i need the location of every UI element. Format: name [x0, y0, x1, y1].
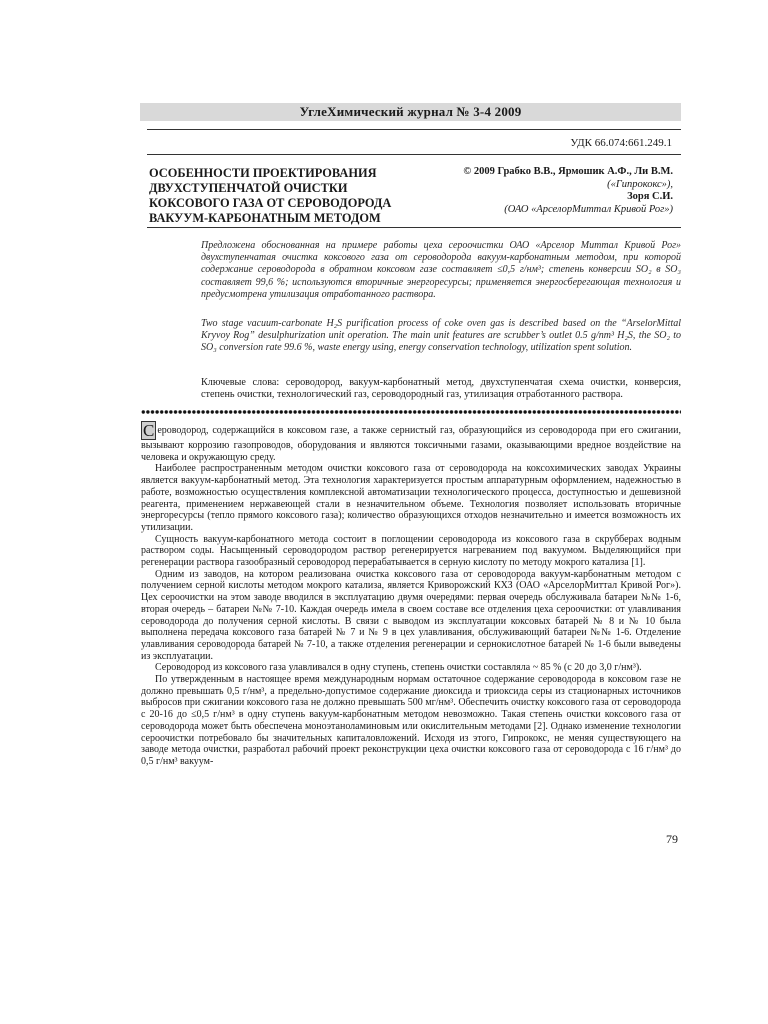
body-paragraph: Сущность вакуум-карбонатного метода состоит в поглощении сероводорода из коксового газа в скрубберах водным раствором соды. Насыщенный сероводородом раствор регенерируется нагреванием под вакуумом. Выделяющийся при регенерации раствора газообразный сероводород перерабатывается в серную кислоту по методу мокрого катализа [1]. — [141, 533, 681, 569]
title-line: ВАКУУМ-КАРБОНАТНЫМ МЕТОДОМ — [149, 211, 381, 225]
title-line: ДВУХСТУПЕНЧАТОЙ ОЧИСТКИ — [149, 181, 348, 195]
authors-line: Зоря С.И. — [627, 191, 673, 202]
title-bottom-rule — [147, 227, 681, 228]
dotted-separator — [141, 409, 681, 415]
abstract-english: Two stage vacuum-carbonate H₂S purification process of coke oven gas is described based on the “ArselorMittal Kryvoy Rog” desulphurization unit operation. The main unit features are scrubber’s outlet 0.5 g/nm³ H₂S, the SO₂ to SO₃ conversion rate 99.6 %, waste energy using, energy conservation technology, utilization spent solution. — [201, 318, 681, 354]
journal-header: УглеХимический журнал № 3-4 2009 — [140, 103, 681, 121]
body-paragraph: Одним из заводов, на котором реализована очистка коксового газа от сероводорода вакуум-карбонатным методом с получением серной кислоты методом мокрого катализа, является Криворожский КХЗ (ОАО «АрселорМиттал Кривой Рог»). Цех сероочистки на этом заводе вводился в эксплуатацию двумя очередями: первая очередь обслуживала батареи №№ 1-6, вторая очередь – батареи №№ 7-10. Каждая очередь имела в своем составе все отделения цеха сероочистки: от улавливания сероводорода до получения серной кислоты. В связи с выводом из эксплуатации коксовых батарей № 8 и № 10 была выполнена передача коксового газа батарей № 7 и № 9 в цех улавливания, обслуживающий батареи №№ 1-6. Отделение улавливания сероводорода батарей № 7-10, а также отделения регенерации и сернокислотное батарей № 1-6 были выведены из эксплуатации. — [141, 568, 681, 662]
header-rule — [147, 129, 681, 130]
article-title — [149, 166, 419, 226]
authors-block — [423, 166, 673, 216]
title-line: КОКСОВОГО ГАЗА ОТ СЕРОВОДОРОДА — [149, 196, 392, 210]
keywords: Ключевые слова: сероводород, вакуум-карбонатный метод, двухступенчатая схема очистки, конверсия, степень очистки, технологический газ, сероводородный газ, утилизация отработанного раствора. — [201, 377, 681, 401]
authors-line: © 2009 Грабко В.В., Ярмошик А.Ф., Ли В.М. — [463, 166, 673, 177]
abstract-russian: Предложена обоснованная на примере работы цеха сероочистки ОАО «Арселор Миттал Кривой Рог» двухступенчатая очистка коксового газа от сероводорода вакуум-карбонатным методом, при которой содержание сероводорода в обратном коксовом газе составляет ≤0,5 г/нм³; степень конверсии SO₂ в SO₃ составляет 99,6 %; используются вторичные энергоресурсы; применяется энергосберегающая технология и предусмотрена утилизация отработанного раствора. — [201, 240, 681, 300]
body-paragraph — [141, 421, 681, 463]
page-number: 79 — [666, 832, 678, 846]
article-body — [141, 421, 681, 768]
body-paragraph: Наиболее распространенным методом очистки коксового газа от сероводорода на коксохимических заводах Украины является вакуум-карбонатный метод. Эта технология характеризуется простым аппаратурным оформлением, надежностью в работе, возможностью осуществления комплексной автоматизации технологического процесса, доступностью и дешевизной реагента, применением нержавеющей стали в незначительном объеме. Технология позволяет использовать вторичные энергоресурсы (тепло прямого коксового газа); количество образующихся отходов незначительно и имеется возможность их утилизации. — [141, 463, 681, 533]
title-line: ОСОБЕННОСТИ ПРОЕКТИРОВАНИЯ — [149, 166, 377, 180]
body-paragraph: Сероводород из коксового газа улавливался в одну ступень, степень очистки составляла ~ 85 % (с 20 до 3,0 г/нм³). — [155, 662, 642, 674]
body-paragraph: По утвержденным в настоящее время международным нормам остаточное содержание сероводорода в коксовом газе не должно превышать 0,5 г/нм³, а предельно-допустимое содержание диоксида и триоксида серы из стационарных источников выбросов при сжигании коксового газа не должно превышать 500 мг/нм³. Обеспечить очистку коксового газа от сероводорода с 20-16 до ≤0,5 г/нм³ в одну ступень вакуум-карбонатным методом невозможно. Такая степень очистки коксового газа от сероводорода может быть обеспечена моноэтаноламиновым или окислительным методами [2]. Однако изменение технологии сероочистки потребовало бы значительных капиталовложений. Исходя из этого, Гипрококс, не меняя существующего на заводе метода очистки, разработал рабочий проект реконструкции цеха очистки коксового газа от сероводорода с 16 г/нм³ до 0,5 г/нм³ вакуум- — [141, 674, 681, 767]
paragraph-text: ероводород, содержащийся в коксовом газе, а также сернистый газ, образующийся из сероводорода при его сжигании, вызывают коррозию газопроводов, оборудования и являются токсичными газами, оказывающими вредное воздействие на человека и окружающую среду. — [141, 425, 681, 463]
title-top-rule — [147, 154, 681, 155]
udk-code: УДК 66.074:661.249.1 — [570, 137, 672, 149]
drop-cap: С — [143, 421, 155, 440]
author-affiliation: («Гипрококс»), — [607, 178, 673, 190]
author-affiliation: (ОАО «АрселорМиттал Кривой Рог») — [504, 203, 673, 215]
